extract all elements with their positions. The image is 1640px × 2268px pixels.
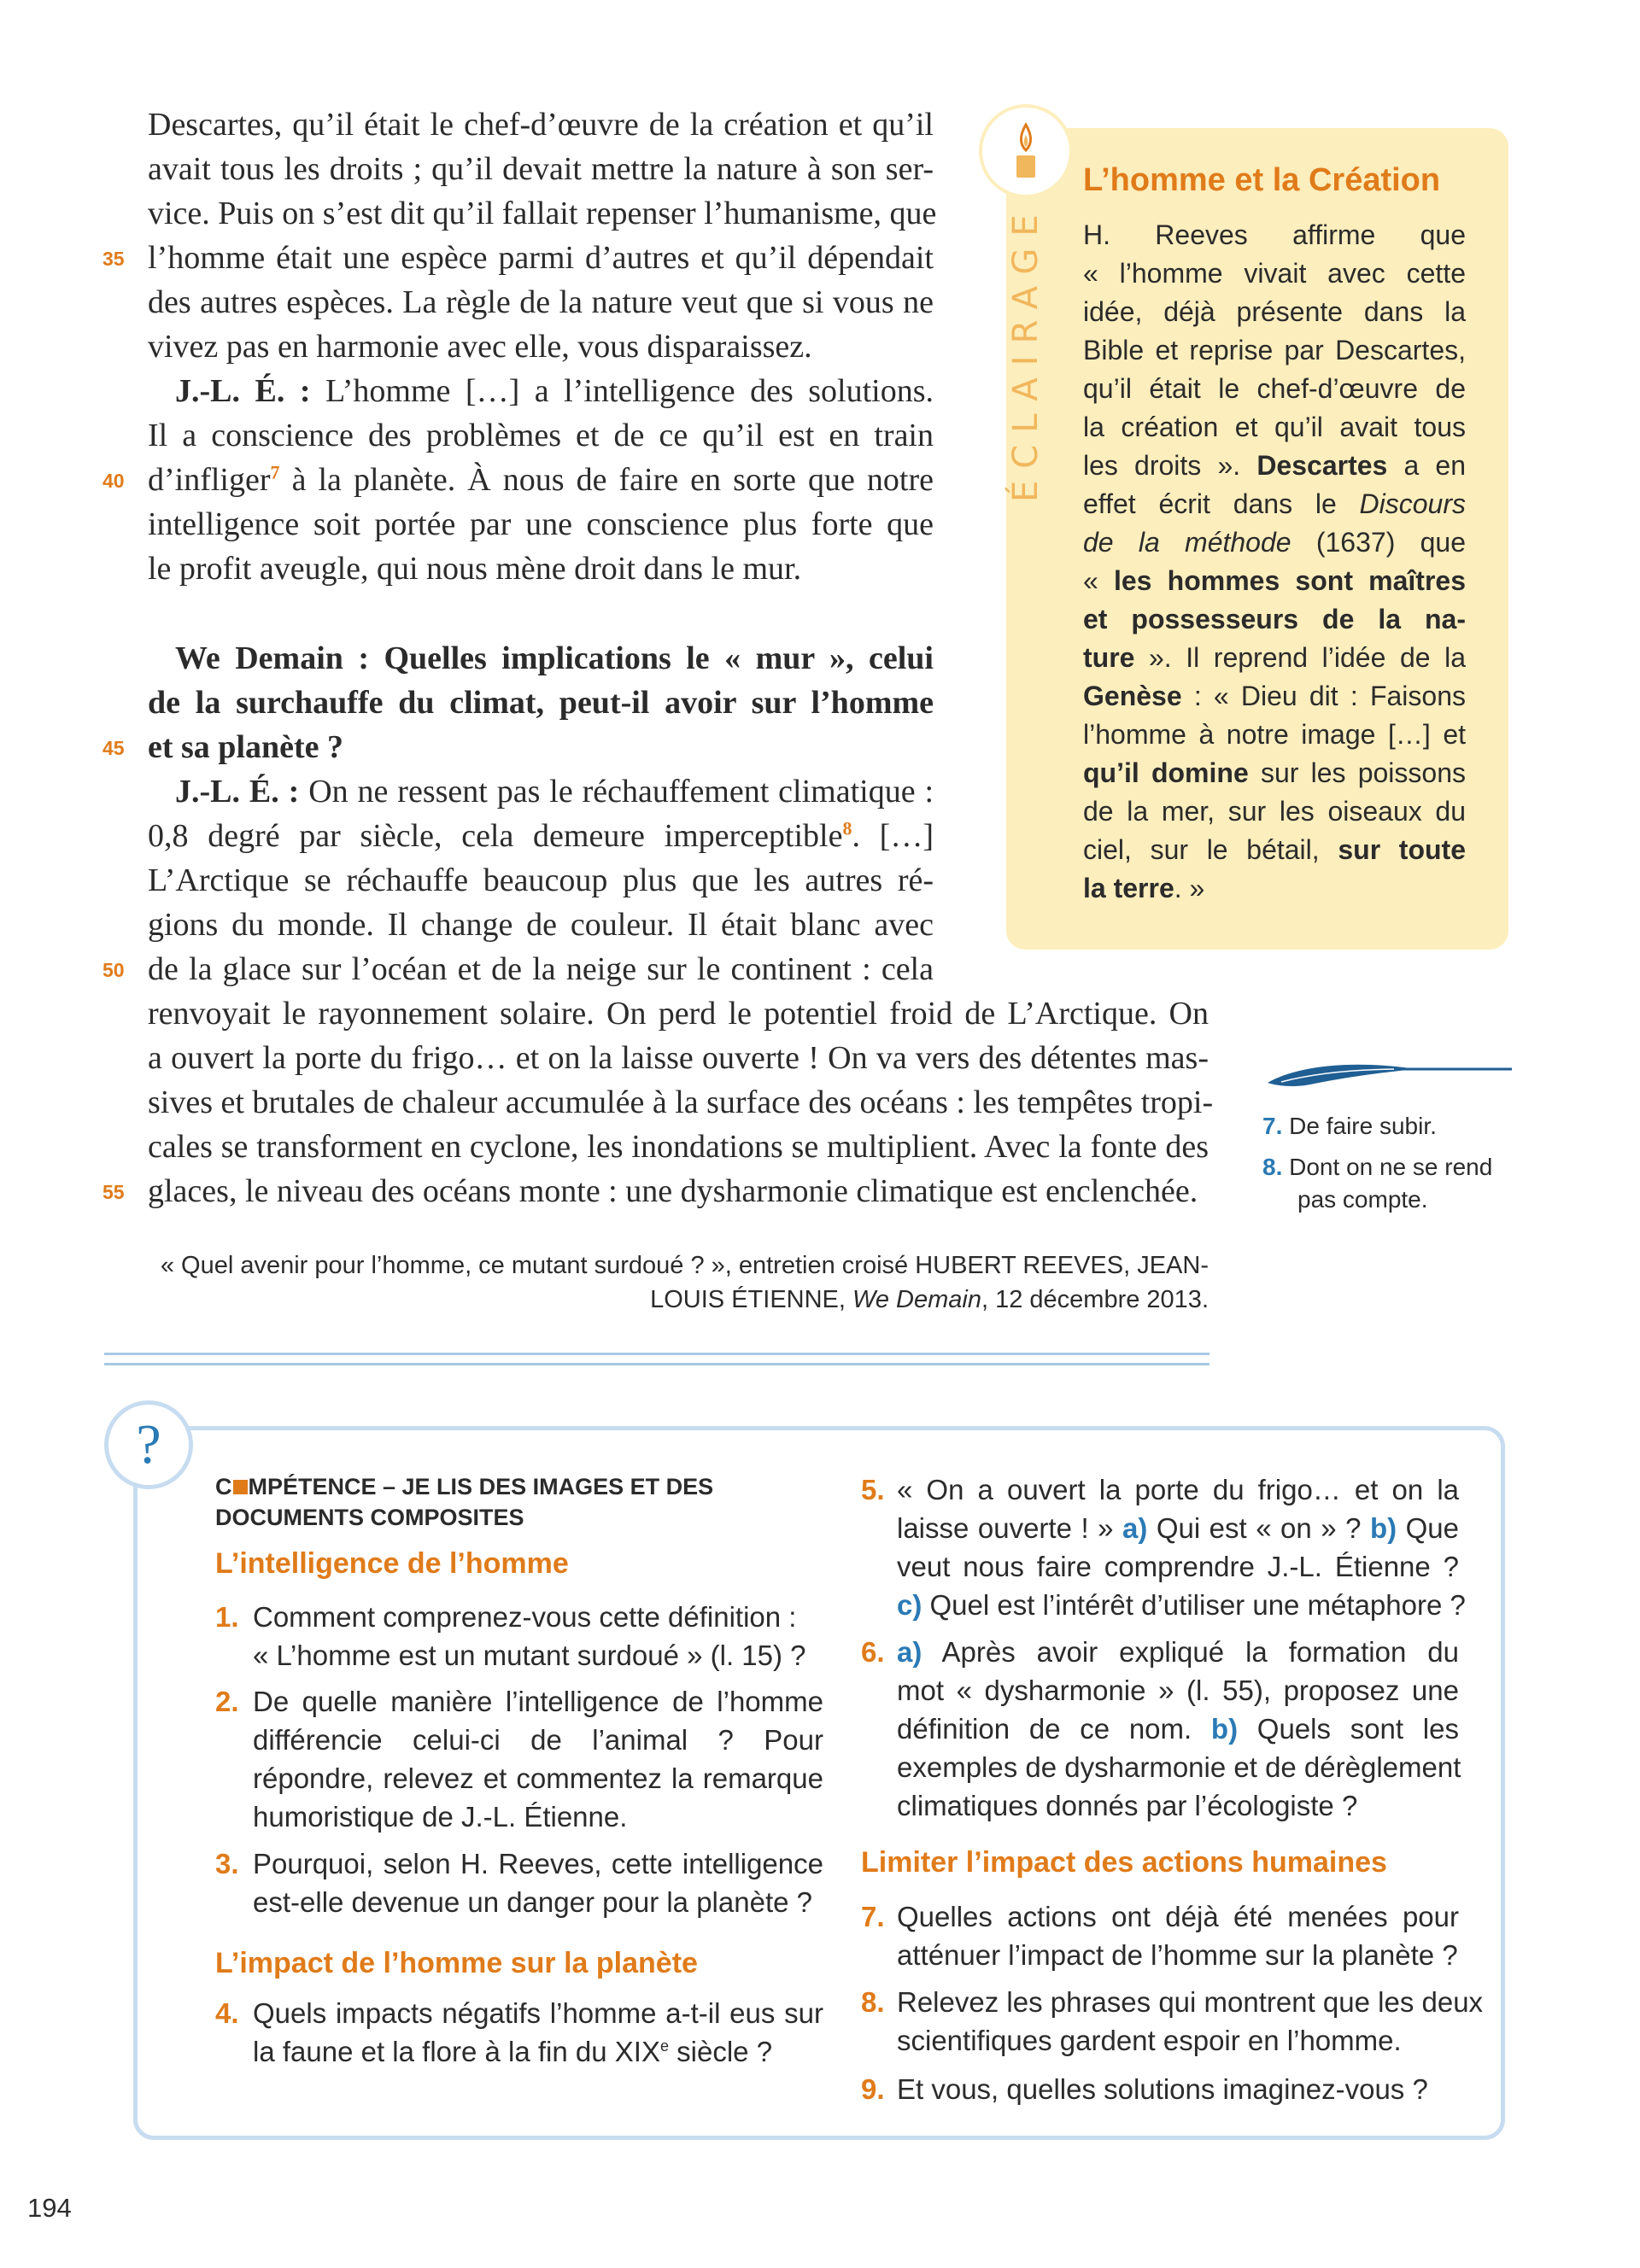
text-line: sives et brutales de chaleur accumulée à la surface des océans : les tempêtes tropi- <box>148 1084 1214 1120</box>
text-line: cales se transforment en cyclone, les inondations se multiplient. Avec la fonte des <box>148 1129 1209 1165</box>
question-number: 8. <box>861 1986 885 2018</box>
square-icon <box>233 1480 248 1494</box>
footnote: pas compte. <box>1297 1186 1428 1213</box>
question-line: définition de ce nom. b) Quels sont les <box>897 1713 1459 1745</box>
text-line: vivez pas en harmonie avec elle, vous disparaissez. <box>148 329 812 365</box>
eclairage-line: qu’il domine sur les poissons <box>1083 757 1467 788</box>
question-line: est-elle devenue un danger pour la planète ? <box>253 1886 812 1918</box>
eclairage-line: la terre. » <box>1083 873 1205 903</box>
eclairage-line: Bible et reprise par Descartes, <box>1083 335 1466 365</box>
text-line: vice. Puis on s’est dit qu’il fallait repenser l’humanisme, que <box>148 196 937 231</box>
question-number: 1. <box>215 1601 239 1633</box>
text-line: L’Arctique se réchauffe beaucoup plus que les autres ré- <box>148 862 934 898</box>
question-line: humoristique de J.-L. Étienne. <box>253 1801 628 1833</box>
text-line: a ouvert la porte du frigo… et on la laisse ouverte ! On va vers des détentes mas- <box>148 1040 1209 1076</box>
line-number: 55 <box>102 1181 125 1203</box>
interview-question: et sa planète ? <box>148 729 344 765</box>
eclairage-line: effet écrit dans le Discours <box>1083 488 1466 519</box>
question-line: « On a ouvert la porte du frigo… et on la <box>897 1474 1459 1505</box>
footnote-ref: 7 <box>270 461 280 483</box>
question-number: 2. <box>215 1686 239 1717</box>
text-line: glaces, le niveau des océans monte : une dysharmonie climatique est enclenchée. <box>148 1173 1198 1209</box>
section-heading: L’intelligence de l’homme <box>215 1547 569 1580</box>
text-line: d’infliger$^7$ à la planète. À nous de faire en sorte que notre <box>148 461 934 498</box>
eclairage-line: « l’homme vivait avec cette <box>1083 258 1466 289</box>
divider <box>104 1353 1210 1355</box>
question-number: 5. <box>861 1474 885 1505</box>
eclairage-line: la création et qu’il avait tous <box>1083 412 1466 442</box>
text-line: intelligence soit portée par une conscience plus forte que <box>148 506 934 542</box>
question-line: a) Après avoir expliqué la formation du <box>897 1636 1459 1668</box>
text-line: des autres espèces. La règle de la nature veut que si vous ne <box>148 284 934 320</box>
interview-question: de la surchauffe du climat, peut-il avoir sur l’homme <box>148 685 934 721</box>
question-mark-badge: ? <box>104 1400 193 1489</box>
line-number: 35 <box>102 248 125 270</box>
text-line: de la glace sur l’océan et de la neige sur le continent : cela <box>148 951 934 987</box>
text-line: J.-L. É. : On ne ressent pas le réchauffement climatique : <box>175 774 934 810</box>
line-number: 40 <box>102 470 125 492</box>
eclairage-line: idée, déjà présente dans la <box>1083 296 1466 327</box>
line-number: 45 <box>102 737 125 759</box>
question-number: 6. <box>861 1636 885 1668</box>
footnote-ref: 8 <box>842 817 852 839</box>
footnote: 7. De faire subir. <box>1262 1113 1437 1139</box>
competence-title: DOCUMENTS COMPOSITES <box>215 1505 524 1530</box>
question-number: 4. <box>215 1997 239 2029</box>
page-number: 194 <box>27 2193 72 2223</box>
candle-icon <box>979 104 1073 198</box>
question-line: mot « dysharmonie » (l. 55), proposez une <box>897 1675 1459 1706</box>
eclairage-line: H. Reeves affirme que <box>1083 219 1466 250</box>
text-line: gions du monde. Il change de couleur. Il était blanc avec <box>148 907 934 943</box>
text-line: l’homme était une espèce parmi d’autres et qu’il dépendait <box>148 240 934 276</box>
divider <box>104 1363 1210 1365</box>
quill-icon <box>1266 1055 1514 1094</box>
text-line: avait tous les droits ; qu’il devait mettre la nature à son ser- <box>148 151 934 187</box>
text-line: Il a conscience des problèmes et de ce qu’il est en train <box>148 418 934 453</box>
text-line: renvoyait le rayonnement solaire. On perd le potentiel froid de L’Arctique. On <box>148 996 1209 1032</box>
footnote: 8. Dont on ne se rend <box>1262 1154 1493 1180</box>
eclairage-line: l’homme à notre image […] et <box>1083 719 1466 750</box>
question-line: répondre, relevez et commentez la remarque <box>253 1762 823 1794</box>
question-number: 7. <box>861 1901 885 1932</box>
question-line: climatiques donnés par l’écologiste ? <box>897 1790 1358 1821</box>
eclairage-line: ture ». Il reprend l’idée de la <box>1083 642 1466 673</box>
question-line: scientifiques gardent espoir en l’homme. <box>897 2025 1402 2056</box>
reply-text: L’homme […] a l’intelligence des solutions. <box>325 373 934 409</box>
text-line: 0,8 degré par siècle, cela demeure imperceptible$^8$. […] <box>148 817 934 854</box>
section-heading: L’impact de l’homme sur la planète <box>215 1947 698 1979</box>
eclairage-line: « les hommes sont maîtres <box>1083 565 1467 596</box>
question-line: atténuer l’impact de l’homme sur la planète ? <box>897 1939 1458 1971</box>
speaker-label: J.-L. É. : <box>175 373 311 409</box>
eclairage-label: ÉCLAIRAGE <box>1006 202 1046 502</box>
question-number: 9. <box>861 2073 885 2105</box>
question-line: De quelle manière l’intelligence de l’homme <box>253 1686 823 1717</box>
eclairage-line: et possesseurs de la na- <box>1083 604 1466 634</box>
eclairage-line: Genèse : « Dieu dit : Faisons <box>1083 681 1466 711</box>
speaker-label: J.-L. É. : <box>175 774 300 810</box>
question-line: Relevez les phrases qui montrent que les deux <box>897 1986 1484 2018</box>
eclairage-title: L’homme et la Création <box>1083 162 1441 198</box>
question-line: Et vous, quelles solutions imaginez-vous ? <box>897 2073 1428 2105</box>
eclairage-line: ciel, sur le bétail, sur toute <box>1083 834 1467 865</box>
question-line: laisse ouverte ! » a) Qui est « on » ? b) Que <box>897 1512 1459 1544</box>
question-line: c) Quel est l’intérêt d’utiliser une métaphore ? <box>897 1589 1466 1621</box>
eclairage-line: de la méthode (1637) que <box>1083 527 1467 558</box>
question-line: exemples de dysharmonie et de dérèglement <box>897 1751 1461 1783</box>
line-number: 50 <box>102 959 125 981</box>
section-heading: Limiter l’impact des actions humaines <box>861 1846 1387 1879</box>
source-citation: LOUIS ÉTIENNE, We Demain, 12 décembre 2013. <box>650 1286 1209 1313</box>
interview-question: We Demain : Quelles implications le « mur », celui <box>175 640 934 676</box>
question-line: la faune et la flore à la fin du XIXe siècle ? <box>253 2036 773 2067</box>
text-line <box>175 369 934 413</box>
question-line: Quels impacts négatifs l’homme a-t-il eus sur <box>253 1997 823 2029</box>
question-line: veut nous faire comprendre J.-L. Étienne ? <box>897 1551 1459 1582</box>
competence-title: C MPÉTENCE – JE LIS DES IMAGES ET DES <box>215 1474 714 1499</box>
question-line: Comment comprenez-vous cette définition : <box>253 1601 797 1633</box>
question-line: Pourquoi, selon H. Reeves, cette intelligence <box>253 1848 823 1879</box>
question-line: « L’homme est un mutant surdoué » (l. 15) ? <box>253 1640 806 1671</box>
question-number: 3. <box>215 1848 239 1879</box>
text-line: le profit aveugle, qui nous mène droit dans le mur. <box>148 551 802 587</box>
text-line: Descartes, qu’il était le chef-d’œuvre de la création et qu’il <box>148 107 934 143</box>
eclairage-line: de la mer, sur les oiseaux du <box>1083 796 1466 827</box>
question-line: Quelles actions ont déjà été menées pour <box>897 1901 1459 1932</box>
eclairage-line: les droits ». Descartes a en <box>1083 450 1467 481</box>
question-line: différencie celui-ci de l’animal ? Pour <box>253 1724 823 1756</box>
eclairage-line: qu’il était le chef-d’œuvre de <box>1083 373 1466 404</box>
source-citation: « Quel avenir pour l’homme, ce mutant surdoué ? », entretien croisé HUBERT REEVES, JEAN- <box>160 1252 1209 1279</box>
